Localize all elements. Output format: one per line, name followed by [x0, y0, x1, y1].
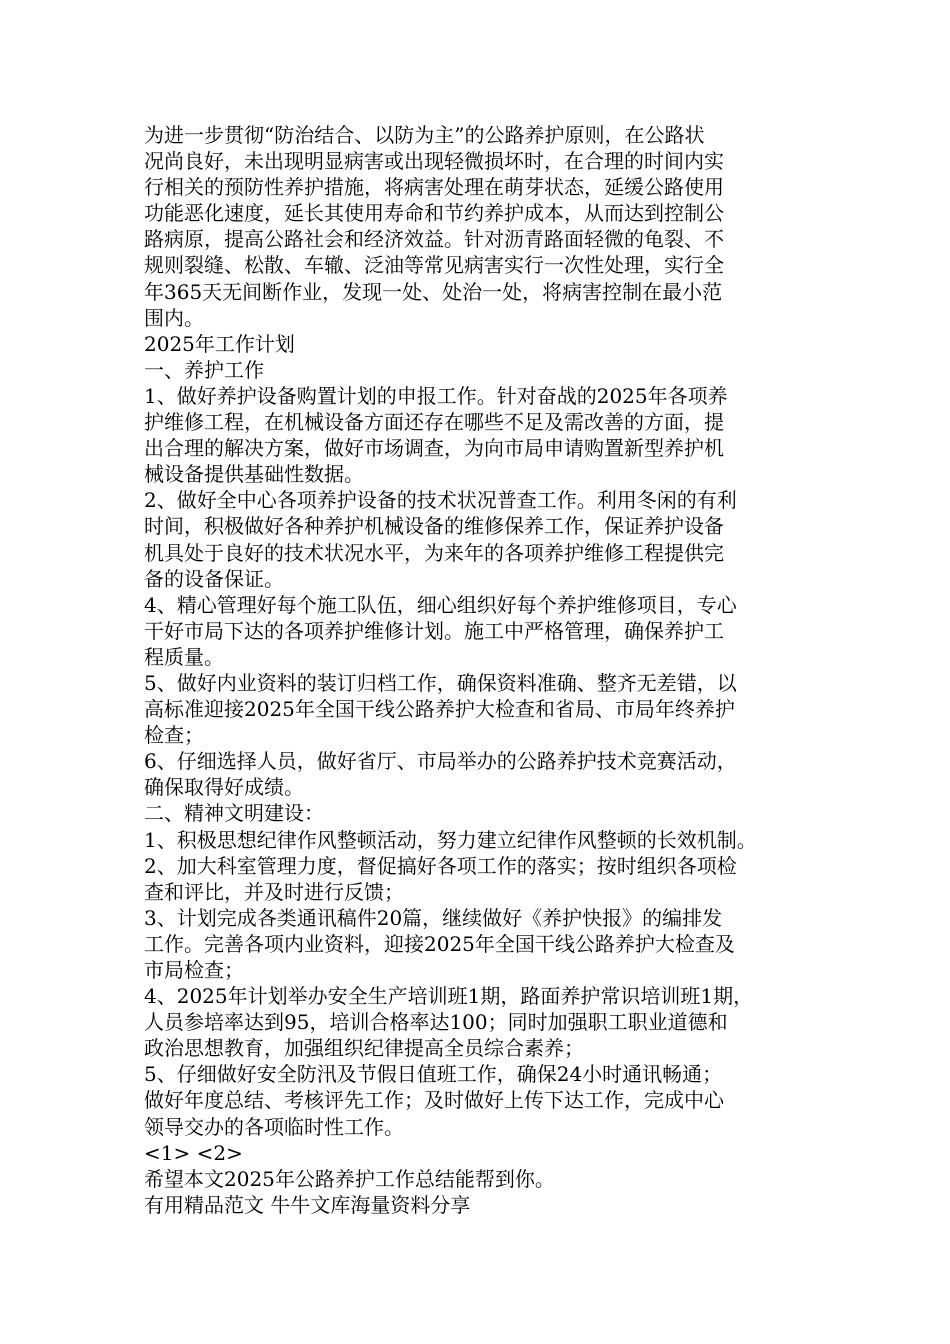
- paragraph-line: 行相关的预防性养护措施，将病害处理在萌芽状态，延缓公路使用: [144, 175, 724, 200]
- paragraph-line: 围内。: [144, 305, 204, 330]
- section-heading: 一、养护工作: [144, 357, 264, 382]
- list-item-line: 高标准迎接2025年全国干线公路养护大检查和省局、市局年终养护: [144, 697, 735, 722]
- list-item-line: 领导交办的各项临时性工作。: [144, 1114, 404, 1139]
- list-item-line: 检查；: [144, 723, 204, 748]
- list-item-line: 机具处于良好的技术状况水平，为来年的各项养护维修工程提供完: [144, 540, 724, 565]
- list-item-line: 护维修工程，在机械设备方面还存在哪些不足及需改善的方面，提: [144, 410, 724, 435]
- paragraph-line: 规则裂缝、松散、车辙、泛油等常见病害实行一次性处理，实行全: [144, 253, 724, 278]
- list-item-line: 时间，积极做好各种养护机械设备的维修保养工作，保证养护设备: [144, 514, 724, 539]
- list-item-line: 做好年度总结、考核评先工作；及时做好上传下达工作，完成中心: [144, 1088, 724, 1113]
- list-item-line: 确保取得好成绩。: [144, 775, 304, 800]
- section-heading: 2025年工作计划: [144, 331, 295, 356]
- paragraph-line: 功能恶化速度，延长其使用寿命和节约养护成本，从而达到控制公: [144, 201, 724, 226]
- list-item-line: 械设备提供基础性数据。: [144, 462, 364, 487]
- list-item-line: 查和评比，并及时进行反馈；: [144, 879, 404, 904]
- footer-note: 有用精品范文 牛牛文库海量资料分享: [144, 1192, 471, 1217]
- list-item-line: 出合理的解决方案，做好市场调查，为向市局申请购置新型养护机: [144, 436, 724, 461]
- list-item-line: 5、仔细做好安全防汛及节假日值班工作，确保24小时通讯畅通；: [144, 1062, 723, 1087]
- document-body: [144, 122, 824, 1218]
- paragraph-line: 况尚良好，未出现明显病害或出现轻微损坏时，在合理的时间内实: [144, 149, 724, 174]
- list-item-line: 政治思想教育，加强组织纪律提高全员综合素养；: [144, 1036, 584, 1061]
- list-item-line: 3、计划完成各类通讯稿件20篇，继续做好《养护快报》的编排发: [144, 905, 723, 930]
- list-item-line: 程质量。: [144, 644, 224, 669]
- list-item-line: 人员参培率达到95，培训合格率达100；同时加强职工职业道德和: [144, 1010, 728, 1035]
- paragraph-line: 路病原，提高公路社会和经济效益。针对沥青路面轻微的龟裂、不: [144, 227, 724, 252]
- list-item-line: 工作。完善各项内业资料，迎接2025年全国干线公路养护大检查及: [144, 931, 735, 956]
- list-item-line: 备的设备保证。: [144, 566, 284, 591]
- list-item-line: 干好市局下达的各项养护维修计划。施工中严格管理，确保养护工: [144, 618, 724, 643]
- list-item-line: 6、仔细选择人员，做好省厅、市局举办的公路养护技术竞赛活动，: [144, 749, 737, 774]
- list-item-line: 4、2025年计划举办安全生产培训班1期，路面养护常识培训班1期，: [144, 984, 754, 1009]
- list-item-line: 1、积极思想纪律作风整顿活动，努力建立纪律作风整顿的长效机制。: [144, 827, 757, 852]
- list-item-line: 2、加大科室管理力度，督促搞好各项工作的落实；按时组织各项检: [144, 853, 737, 878]
- list-item-line: 4、精心管理好每个施工队伍，细心组织好每个养护维修项目，专心: [144, 592, 737, 617]
- list-item-line: 2、做好全中心各项养护设备的技术状况普查工作。利用冬闲的有利: [144, 488, 737, 513]
- list-item-line: 市局检查；: [144, 958, 244, 982]
- closing-line: 希望本文2025年公路养护工作总结能帮到你。: [144, 1166, 555, 1191]
- list-item-line: 5、做好内业资料的装订归档工作，确保资料准确、整齐无差错，以: [144, 670, 737, 695]
- section-heading: 二、精神文明建设：: [144, 801, 324, 826]
- paragraph-line: 为进一步贯彻“防治结合、以防为主”的公路养护原则，在公路状: [144, 123, 705, 147]
- list-item-line: 1、做好养护设备购置计划的申报工作。针对奋战的2025年各项养: [144, 383, 728, 408]
- paragraph-line: 年365天无间断作业，发现一处、处治一处，将病害控制在最小范: [144, 279, 723, 304]
- page-links[interactable]: <1> <2>: [144, 1140, 243, 1165]
